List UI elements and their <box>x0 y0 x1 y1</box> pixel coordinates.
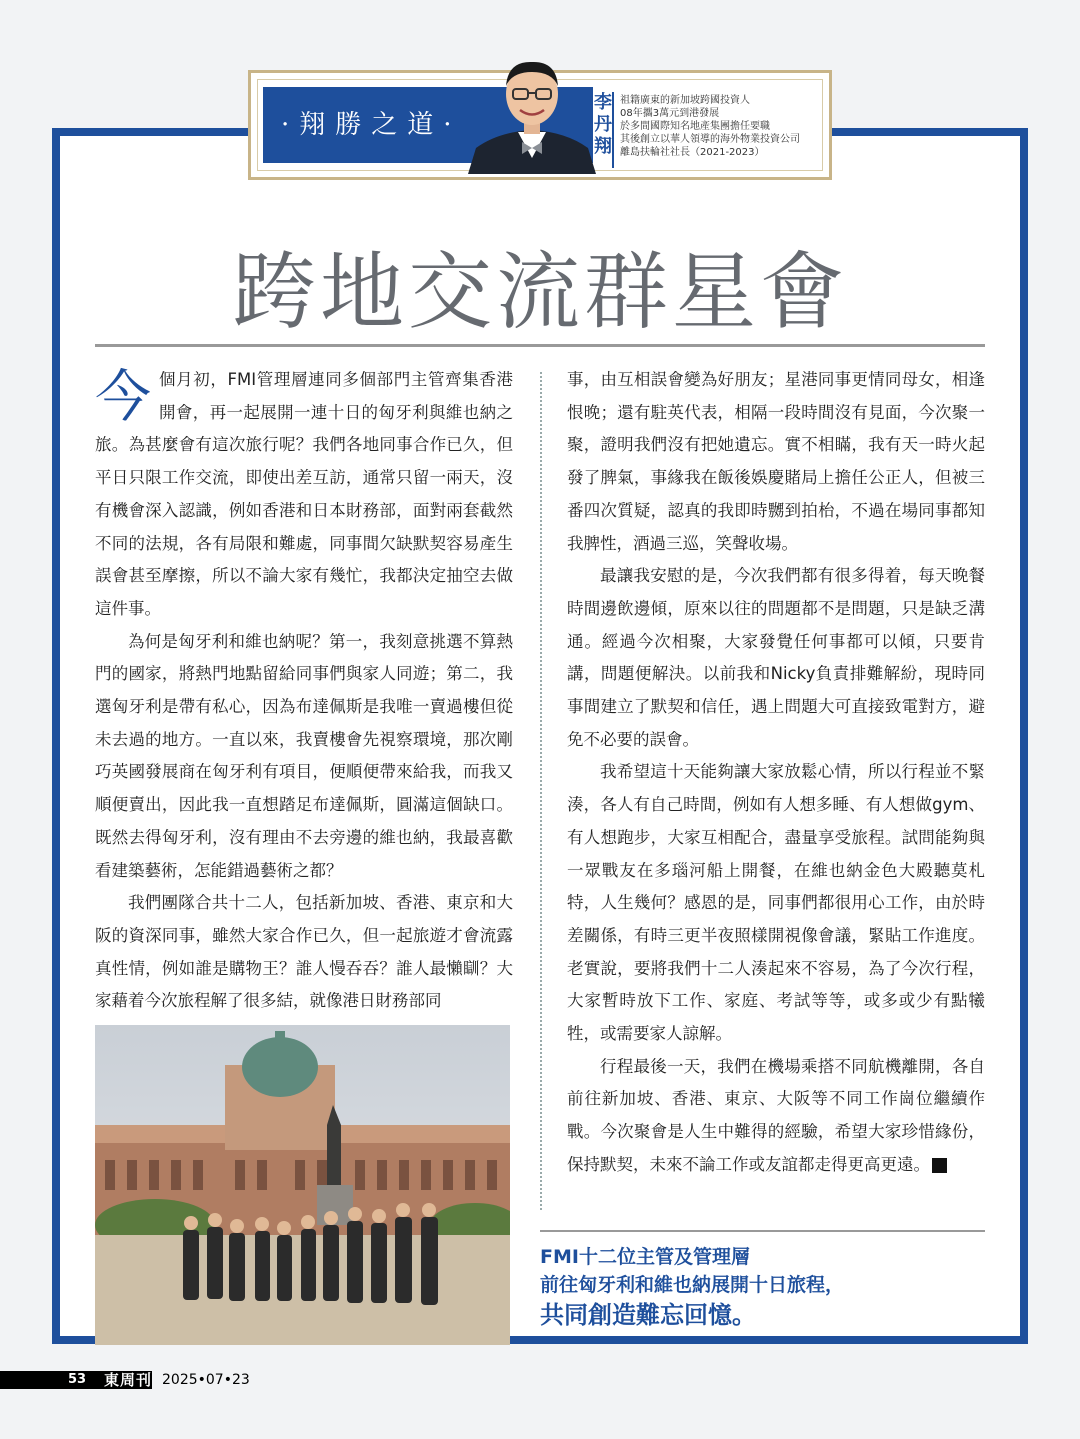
author-name: 李丹翔 <box>594 92 612 157</box>
bio-line: 於多間國際知名地產集團擔任要職 <box>620 121 770 132</box>
article-title: 跨地交流群星會 <box>231 243 848 341</box>
caption-rule <box>540 1230 985 1232</box>
page-number: 53 <box>68 1372 87 1387</box>
bio-line: 離島扶輪社社長（2021-2023） <box>620 147 765 158</box>
author-portrait <box>468 56 596 174</box>
paragraph: 我們團隊合共十二人，包括新加坡、香港、東京和大阪的資深同事，雖然大家合作已久，但一起旅遊才會流露真性情，例如誰是購物王？誰人慢吞吞？誰人最懶瞓？大家藉着今次旅程解了很多結，就像港日財務部同 <box>95 893 513 1011</box>
article-column-right <box>567 364 985 1182</box>
title-rule <box>95 344 985 347</box>
magazine-name: 東周刊 <box>104 1371 153 1389</box>
paragraph: 為何是匈牙利和維也納呢？第一，我刻意挑選不算熱門的國家，將熱門地點留給同事們與家人同遊；第二，我選匈牙利是帶有私心，因為布達佩斯是我唯一賣過樓但從未去過的地方。一直以來，我賣樓會先視察環境，那次剛巧英國發展商在匈牙利有項目，便順便帶來給我，而我又順便賣出，因此我一直想踏足布達佩斯，圓滿這個缺口。既然去得匈牙利，沒有理由不去旁邊的維也納，我最喜歡看建築藝術，怎能錯過藝術之都？ <box>95 631 513 880</box>
column-name: ·翔勝之道· <box>281 110 462 140</box>
paragraph: 我希望這十天能夠讓大家放鬆心情，所以行程並不緊湊，各人有自己時間，例如有人想多睡、有人想做gym、有人想跑步，大家互相配合，盡量享受旅程。試問能夠與一眾戰友在多瑙河船上開餐，在維也納金色大殿聽莫札特，人生幾何？感恩的是，同事們都很用心工作，由於時差關係，有時三更半夜照樣開視像會議，緊貼工作進度。老實說，要將我們十二人湊起來不容易，為了今次行程，大家暫時放下工作、家庭、考試等等，或多或少有點犧牲，或需要家人諒解。 <box>567 762 985 1044</box>
paragraph <box>567 1051 985 1182</box>
author-bio <box>620 94 826 159</box>
header-divider <box>612 92 614 168</box>
bio-line: 祖籍廣東的新加坡跨國投資人 <box>620 95 750 106</box>
bio-line: 08年攜3萬元到港發展 <box>620 108 720 119</box>
paragraph: 事，由互相誤會變為好朋友；星港同事更情同母女，相逢恨晚；還有駐英代表，相隔一段時間沒有見面，今次聚一聚，證明我們沒有把她遺忘。實不相瞞，我有天一時火起發了脾氣，事緣我在飯後娛慶賭局上擔任公正人，但被三番四次質疑，認真的我即時嬲到拍枱，不過在場同事都知我脾性，酒過三巡，笑聲收場。 <box>567 370 985 553</box>
paragraph <box>95 364 513 626</box>
drop-cap: 今 <box>95 365 151 430</box>
end-mark-icon: 東 <box>932 1158 947 1173</box>
paragraph-text: 個月初，FMI管理層連同多個部門主管齊集香港開會，再一起展開一連十日的匈牙利與維也納之旅。為甚麼會有這次旅行呢？我們各地同事合作已久，但平日只限工作交流，即使出差互訪，通常只留一兩天，沒有機會深入認識，例如香港和日本財務部，面對兩套截然不同的法規，各有局限和難處，同事間欠缺默契容易產生誤會甚至摩擦，所以不論大家有幾忙，我都決定抽空去做這件事。 <box>95 370 513 618</box>
article-column-left <box>95 364 513 1018</box>
paragraph: 最讓我安慰的是，今次我們都有很多得着，每天晚餐時間邊飲邊傾，原來以往的問題都不是問題，只是缺乏溝通。經過今次相聚，大家發覺任何事都可以傾，只要肯講，問題便解決。以前我和Nicky負責排難解紛，現時同事間建立了默契和信任，遇上問題大可直接致電對方，避免不必要的誤會。 <box>567 566 985 749</box>
caption-line: FMI十二位主管及管理層 <box>540 1246 750 1268</box>
paragraph-text: 行程最後一天，我們在機場乘搭不同航機離開，各自前往新加坡、香港、東京、大阪等不同工作崗位繼續作戰。今次聚會是人生中難得的經驗，希望大家珍惜緣份，保持默契，未來不論工作或友誼都走得更高更遠。 <box>567 1056 985 1174</box>
column-divider <box>540 372 542 1210</box>
photo-caption <box>540 1243 985 1331</box>
group-photo <box>95 1025 510 1345</box>
caption-line: 前往匈牙利和維也納展開十日旅程， <box>540 1274 845 1296</box>
issue-date: 2025•07•23 <box>162 1372 250 1388</box>
bio-line: 其後創立以華人領導的海外物業投資公司 <box>620 134 800 145</box>
caption-line: 共同創造難忘回憶。 <box>540 1301 756 1329</box>
